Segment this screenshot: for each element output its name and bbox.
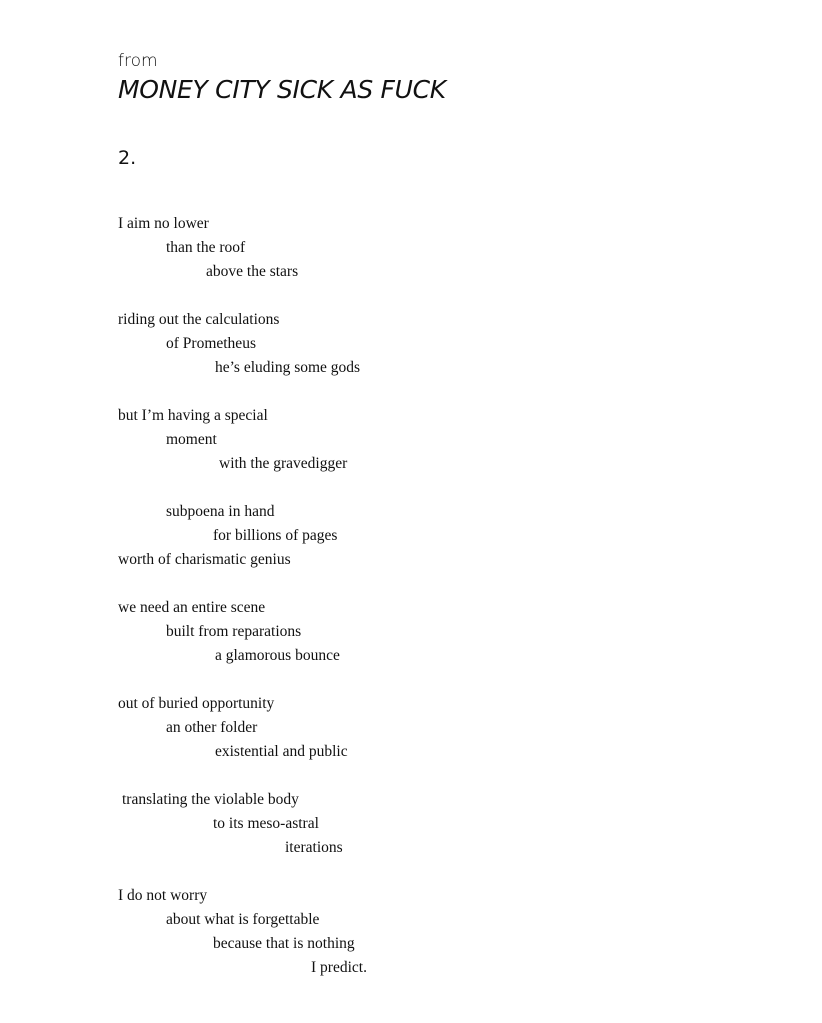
poem-line: to its meso-astral <box>213 815 319 832</box>
poem-line: with the gravedigger <box>219 455 348 472</box>
poem-line: translating the violable body <box>122 791 299 808</box>
poem-line: above the stars <box>206 263 299 280</box>
poem-line: built from reparations <box>166 623 302 640</box>
poem-line: moment <box>166 431 217 448</box>
section-number: 2. <box>118 147 137 169</box>
poem-line: riding out the calculations <box>118 311 280 328</box>
poem-title: MONEY CITY SICK AS FUCK <box>118 75 446 104</box>
poem-line: existential and public <box>215 743 348 760</box>
poem-line: worth of charismatic genius <box>118 551 291 568</box>
poem-line: iterations <box>285 839 343 856</box>
poem-line: out of buried opportunity <box>118 695 275 712</box>
poem-line: an other folder <box>166 719 258 736</box>
poem-line: subpoena in hand <box>166 503 275 520</box>
poem-line: for billions of pages <box>213 527 338 544</box>
poem-line: of Prometheus <box>166 335 256 352</box>
poem-line: I predict. <box>311 959 367 976</box>
from-label: from <box>118 51 158 71</box>
poem-line: than the roof <box>166 239 246 256</box>
poem-line: I aim no lower <box>118 215 209 232</box>
poem-line: but I’m having a special <box>118 407 268 424</box>
poem-line: I do not worry <box>118 887 208 904</box>
poem-line: we need an entire scene <box>118 599 266 616</box>
poem-line: a glamorous bounce <box>215 647 340 664</box>
poem-line: because that is nothing <box>213 935 355 952</box>
poem-line: he’s eluding some gods <box>215 359 361 376</box>
poem-line: about what is forgettable <box>166 911 320 928</box>
